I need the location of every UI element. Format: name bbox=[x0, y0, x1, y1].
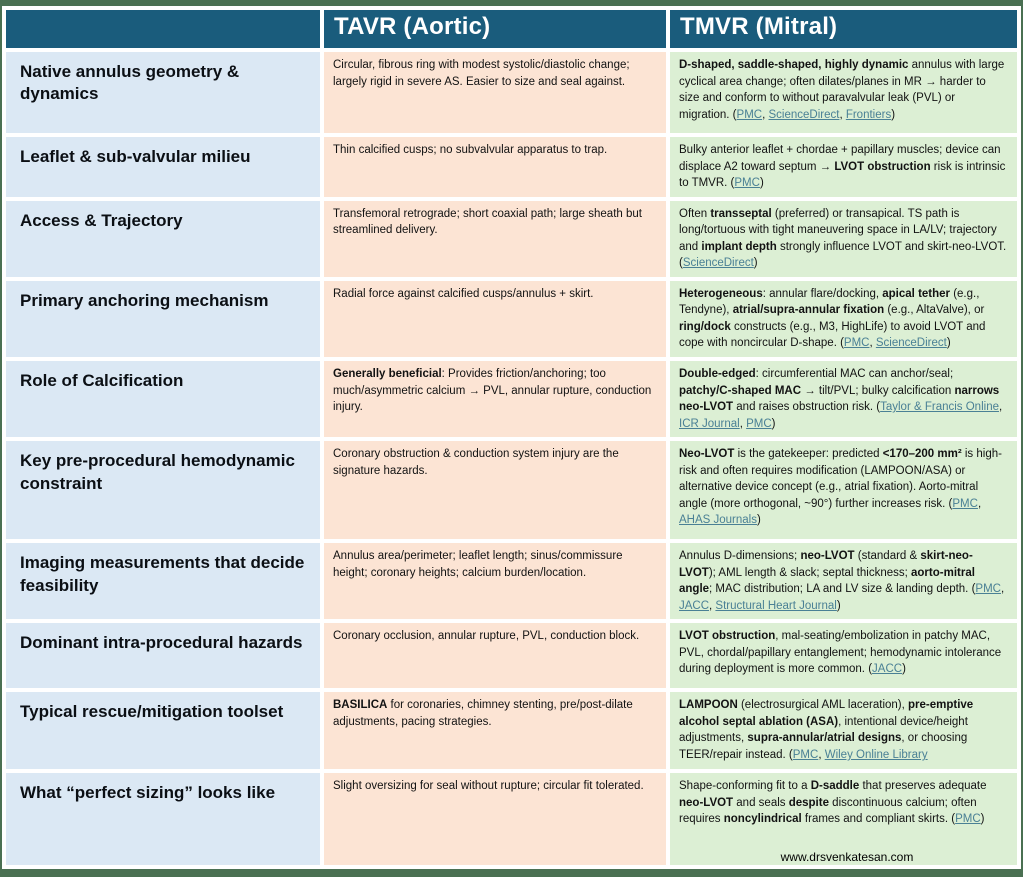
citation-link-pmc[interactable]: PMC bbox=[746, 417, 772, 430]
body-text: (preferred) or transapical. TS path is long/tortuous with tight maneuvering space in LA/LV; trajectory and bbox=[679, 207, 997, 253]
body-text: ) bbox=[771, 417, 776, 430]
body-text: Annulus area/perimeter; leaflet length; sinus/commissure height; coronary heights; calcium burden/location. bbox=[333, 550, 623, 579]
body-text: Slight oversizing for seal without rupture; circular fit tolerated. bbox=[333, 780, 644, 793]
body-text: Bulky anterior leaflet + chordae + papillary muscles; device can displace A2 toward septum → bbox=[679, 144, 1001, 173]
body-text: Coronary occlusion, annular rupture, PVL, conduction block. bbox=[333, 630, 640, 643]
body-text: ); AML length & slack; septal thickness; bbox=[708, 566, 912, 579]
bold-text: atrial/supra-annular fixation bbox=[732, 304, 885, 317]
body-text: , bbox=[839, 108, 846, 121]
body-text: , bbox=[818, 749, 825, 762]
table-row bbox=[6, 201, 1017, 277]
body-text: discontinuous calcium; often requires bbox=[679, 796, 977, 826]
citation-link-structural-heart-journal[interactable]: Structural Heart Journal bbox=[715, 599, 837, 612]
citation-link-jacc[interactable]: JACC bbox=[679, 599, 710, 612]
table-body bbox=[6, 52, 1017, 865]
row-label: Primary anchoring mechanism bbox=[6, 281, 320, 357]
body-text: (e.g., Tendyne), bbox=[679, 287, 980, 317]
bold-text: apical tether bbox=[882, 287, 951, 300]
body-text: ) bbox=[756, 514, 761, 527]
bold-text: neo-LVOT bbox=[800, 550, 855, 563]
tavr-cell bbox=[324, 441, 666, 539]
bold-text: <170–200 mm² bbox=[882, 448, 962, 461]
row-label: Dominant intra-procedural hazards bbox=[6, 623, 320, 688]
tmvr-cell bbox=[670, 137, 1017, 197]
tavr-cell bbox=[324, 361, 666, 437]
body-text: Radial force against calcified cusps/annulus + skirt. bbox=[333, 287, 594, 300]
row-label: Native annulus geometry & dynamics bbox=[6, 52, 320, 133]
body-text: Coronary obstruction & conduction system injury are the signature hazards. bbox=[333, 448, 619, 477]
body-text: ) bbox=[902, 663, 906, 676]
body-text: (electrosurgical AML laceration), bbox=[737, 699, 909, 712]
citation-link-wiley-online-library[interactable]: Wiley Online Library bbox=[824, 749, 928, 762]
citation-link-pmc[interactable]: PMC bbox=[736, 108, 763, 121]
bold-text: D-shaped, saddle-shaped, highly dynamic bbox=[679, 59, 909, 71]
body-text: Circular, fibrous ring with modest systolic/diastolic change; largely rigid in severe AS. Easier to size and seal against. bbox=[333, 59, 630, 88]
bold-text: Heterogeneous bbox=[679, 287, 763, 300]
body-text: Annulus D-dimensions; bbox=[679, 550, 801, 563]
body-text: ) bbox=[836, 599, 841, 612]
body-text: Often bbox=[679, 207, 711, 220]
tmvr-cell bbox=[670, 441, 1017, 539]
body-text: , intentional device/height adjustments, bbox=[679, 715, 968, 745]
row-label: Access & Trajectory bbox=[6, 201, 320, 277]
table-row bbox=[6, 137, 1017, 197]
tavr-cell bbox=[324, 52, 666, 133]
table-row bbox=[6, 361, 1017, 437]
bold-text: Neo-LVOT bbox=[679, 448, 735, 461]
table-row bbox=[6, 281, 1017, 357]
bold-text: BASILICA bbox=[333, 699, 388, 712]
bold-text: transseptal bbox=[710, 207, 772, 220]
tavr-cell bbox=[324, 543, 666, 619]
citation-link-pmc[interactable]: PMC bbox=[975, 583, 1001, 596]
body-text: is the gatekeeper: predicted bbox=[734, 448, 883, 461]
body-text: annulus with large cyclical area change; often dilates/planes in MR → harder to size and conform to without paravalvular leak (PVL) or migration. ( bbox=[679, 59, 1005, 121]
row-label: Imaging measurements that decide feasibility bbox=[6, 543, 320, 619]
body-text: , bbox=[869, 337, 876, 350]
tavr-cell bbox=[324, 201, 666, 277]
citation-link-pmc[interactable]: PMC bbox=[734, 177, 760, 190]
row-label: Key pre-procedural hemodynamic constraint bbox=[6, 441, 320, 539]
table-row bbox=[6, 692, 1017, 769]
citation-link-pmc[interactable]: PMC bbox=[792, 749, 819, 762]
tmvr-cell bbox=[670, 52, 1017, 133]
row-label: Role of Calcification bbox=[6, 361, 320, 437]
body-text: ) bbox=[891, 108, 896, 121]
bold-text: supra-annular/atrial designs bbox=[747, 732, 902, 745]
tavr-tmvr-comparison-table bbox=[2, 6, 1021, 869]
bold-text: aorto-mitral angle bbox=[679, 566, 975, 596]
citation-link-pmc[interactable]: PMC bbox=[843, 337, 870, 350]
citation-link-jacc[interactable]: JACC bbox=[872, 663, 903, 676]
body-text: , or choosing TEER/repair instead. ( bbox=[679, 732, 968, 762]
bold-text: Generally beneficial bbox=[333, 368, 442, 381]
tmvr-cell bbox=[670, 543, 1017, 619]
bold-text: pre-emptive alcohol septal ablation (ASA) bbox=[679, 699, 974, 728]
body-text: , bbox=[709, 599, 716, 612]
bold-text: despite bbox=[788, 796, 829, 809]
header-row bbox=[6, 10, 1017, 48]
body-text: Shape-conforming fit to a bbox=[679, 780, 811, 793]
header-cell-empty bbox=[6, 10, 320, 48]
body-text: ) bbox=[753, 257, 758, 270]
body-text: is high-risk and often requires modification (LAMPOON/ASA) or alternative device concept (e.g., atrial fixation). Aorto-mitral angle (more orthogonal, ~90°) further increases risk. ( bbox=[679, 448, 1002, 510]
body-text: , bbox=[762, 108, 769, 121]
tmvr-cell bbox=[670, 201, 1017, 277]
row-label: Typical rescue/mitigation toolset bbox=[6, 692, 320, 769]
body-text: risk is intrinsic to TMVR. ( bbox=[679, 160, 1006, 190]
row-label: Leaflet & sub-valvular milieu bbox=[6, 137, 320, 197]
body-text: : annular flare/docking, bbox=[762, 287, 883, 300]
bold-text: LAMPOON bbox=[679, 699, 738, 712]
body-text: ) bbox=[980, 813, 985, 826]
body-text: ) bbox=[946, 337, 951, 350]
bold-text: neo-LVOT bbox=[679, 796, 734, 809]
tmvr-cell bbox=[670, 281, 1017, 357]
bold-text: skirt-neo-LVOT bbox=[679, 550, 973, 579]
tmvr-cell bbox=[670, 361, 1017, 437]
body-text: → tilt/PVL; bulky calcification bbox=[801, 384, 955, 397]
body-text: and raises obstruction risk. ( bbox=[733, 401, 881, 414]
bold-text: patchy/C-shaped MAC bbox=[679, 384, 802, 397]
body-text: constructs (e.g., M3, HighLife) to avoid LVOT and cope with noncircular D-shape. ( bbox=[679, 320, 986, 350]
tavr-cell bbox=[324, 137, 666, 197]
bold-text: ring/dock bbox=[679, 320, 731, 333]
body-text: Transfemoral retrograde; short coaxial path; large sheath but streamlined delivery. bbox=[333, 207, 642, 237]
tavr-cell bbox=[324, 281, 666, 357]
body-text: , bbox=[1000, 583, 1005, 596]
body-text: ) bbox=[759, 177, 764, 190]
body-text: strongly influence LVOT and skirt-neo-LVOT. ( bbox=[679, 240, 1007, 270]
table-row bbox=[6, 623, 1017, 688]
citation-link-sciencedirect[interactable]: ScienceDirect bbox=[682, 257, 754, 270]
body-text: that preserves adequate bbox=[859, 780, 987, 793]
tavr-cell bbox=[324, 773, 666, 865]
tavr-cell bbox=[324, 623, 666, 688]
bold-text: narrows neo-LVOT bbox=[679, 384, 1000, 414]
citation-link-icr-journal[interactable]: ICR Journal bbox=[679, 417, 740, 430]
citation-link-sciencedirect[interactable]: ScienceDirect bbox=[768, 108, 840, 121]
row-label: What “perfect sizing” looks like bbox=[6, 773, 320, 865]
body-text: and seals bbox=[733, 796, 789, 809]
body-text: (standard & bbox=[854, 550, 921, 563]
tmvr-cell bbox=[670, 692, 1017, 769]
body-text: Thin calcified cusps; no subvalvular apparatus to trap. bbox=[333, 144, 608, 156]
header-cell-tmvr: TMVR (Mitral) bbox=[670, 10, 1017, 48]
bold-text: noncylindrical bbox=[723, 813, 802, 826]
bold-text: D-saddle bbox=[810, 780, 860, 793]
citation-link-taylor-francis-online[interactable]: Taylor & Francis Online bbox=[880, 401, 999, 414]
citation-link-frontiers[interactable]: Frontiers bbox=[845, 108, 892, 121]
header-cell-tavr: TAVR (Aortic) bbox=[324, 10, 666, 48]
body-text: : circumferential MAC can anchor/seal; bbox=[755, 368, 954, 381]
citation-link-pmc[interactable]: PMC bbox=[952, 497, 978, 510]
bold-text: LVOT obstruction bbox=[679, 630, 776, 643]
bold-text: Double-edged bbox=[679, 368, 756, 381]
website-credit: www.drsvenkatesan.com bbox=[780, 850, 914, 865]
body-text: ; MAC distribution; LA and LV size & landing depth. ( bbox=[709, 583, 976, 596]
body-text: : Provides friction/anchoring; too much/asymmetric calcium → PVL, annular rupture, conduction injury. bbox=[333, 368, 652, 414]
table-row bbox=[6, 441, 1017, 539]
body-text: , mal-seating/embolization in patchy MAC, PVL, chordal/papillary entanglement; hemodynamic intolerance during deployment is more common. ( bbox=[679, 630, 1002, 676]
table-row bbox=[6, 543, 1017, 619]
body-text: (e.g., AltaValve), or bbox=[884, 304, 985, 317]
table-row bbox=[6, 52, 1017, 133]
body-text: frames and compliant skirts. ( bbox=[801, 813, 956, 826]
citation-link-pmc[interactable]: PMC bbox=[955, 813, 981, 826]
tavr-cell bbox=[324, 692, 666, 769]
body-text: , bbox=[998, 401, 1003, 414]
body-text: for coronaries, chimney stenting, pre/post-dilate adjustments, pacing strategies. bbox=[333, 699, 633, 728]
body-text: , bbox=[977, 497, 982, 510]
bold-text: LVOT obstruction bbox=[834, 160, 931, 173]
tmvr-cell bbox=[670, 623, 1017, 688]
bold-text: implant depth bbox=[701, 240, 777, 253]
citation-link-sciencedirect[interactable]: ScienceDirect bbox=[875, 337, 947, 350]
citation-link-ahas-journals[interactable]: AHAS Journals bbox=[679, 514, 757, 527]
body-text: , bbox=[739, 417, 747, 430]
